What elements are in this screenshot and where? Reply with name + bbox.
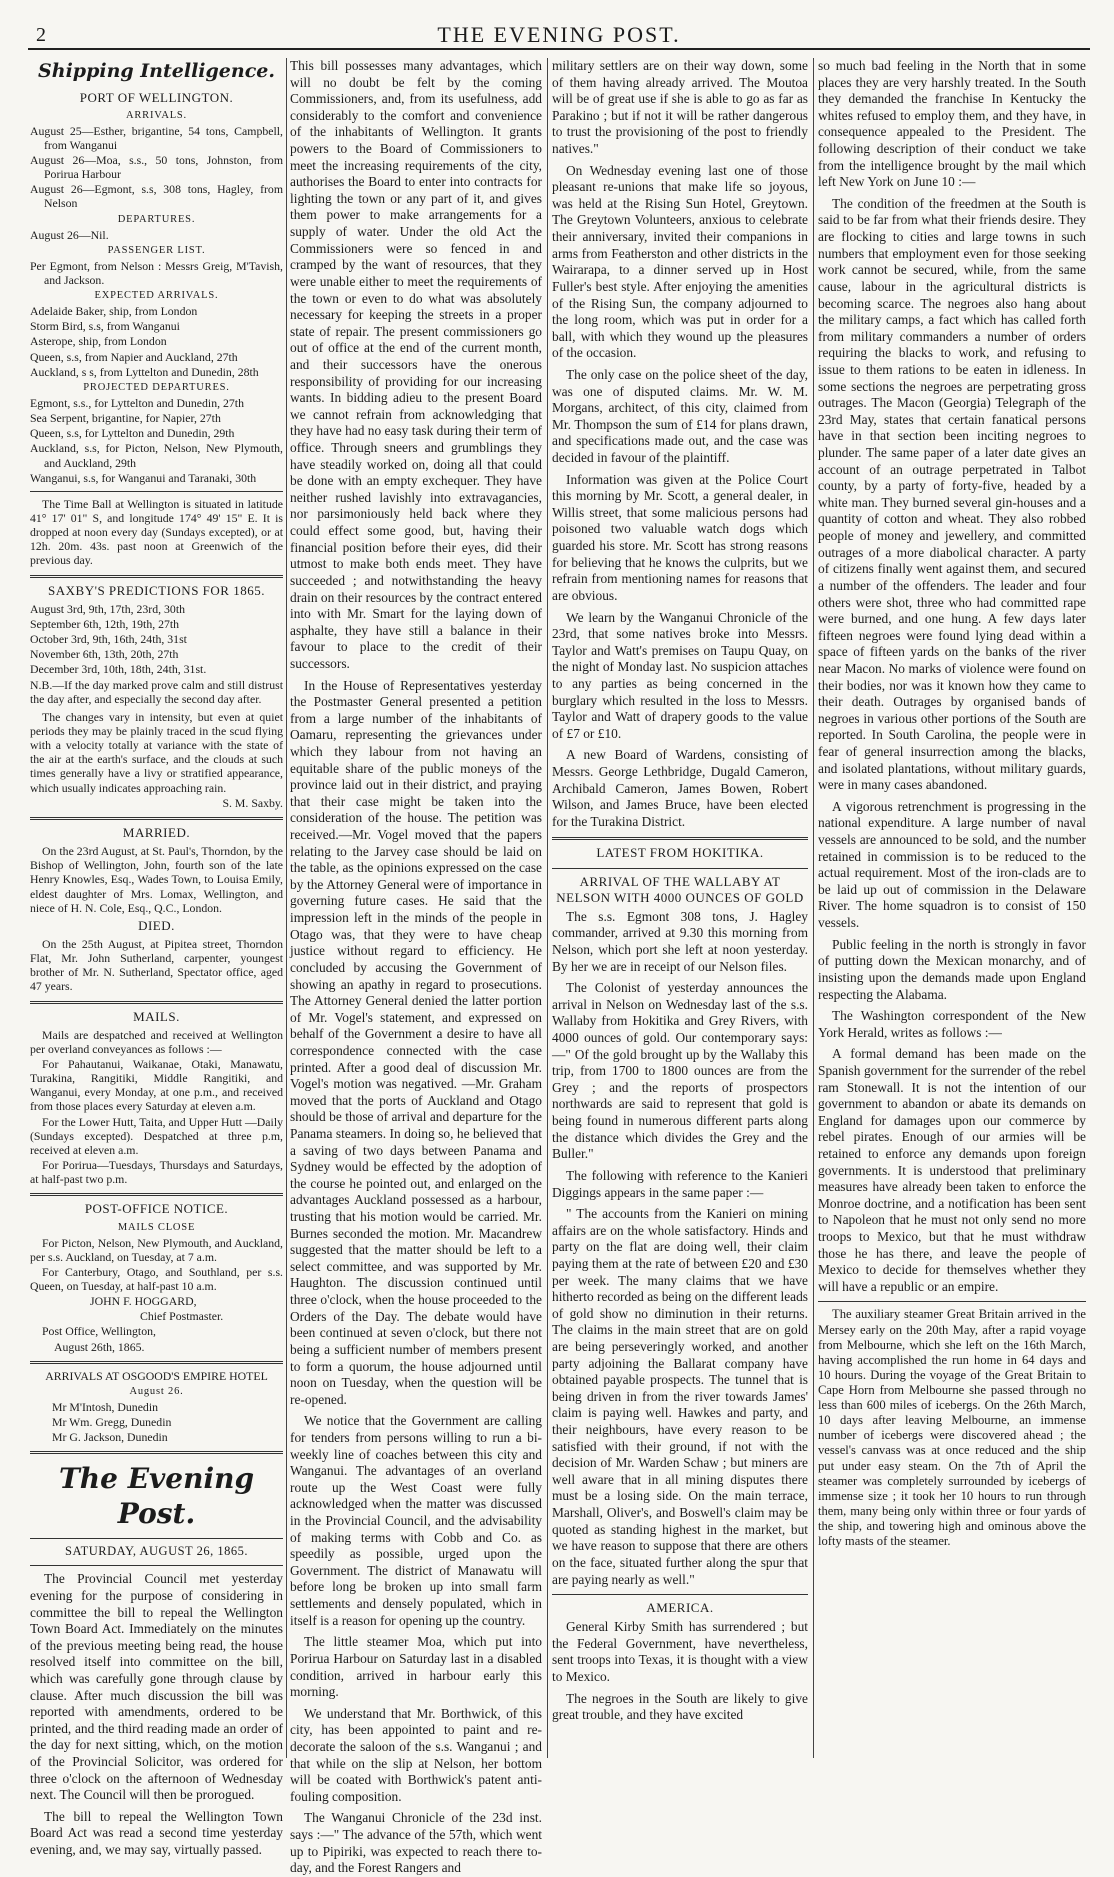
article-paragraph: military settlers are on their way down, some of them having already arrived. The Moutoa will be of great use if she is able to go as far as Parakino ; but if not it will be rather dangerous to trust the provisioning of the post to friendly natives." <box>552 58 808 157</box>
projected-entry: Queen, s.s, for Lyttelton and Dunedin, 29th <box>30 426 235 441</box>
saxby-line: September 6th, 12th, 19th, 27th <box>30 616 180 631</box>
passenger-heading: PASSENGER LIST. <box>107 244 206 256</box>
article-paragraph: The only case on the police sheet of the day, was one of disputed claims. Mr. W. M. Morgans, architect, of this city, claimed from Mr. Thompson the sum of £14 for plans drawn, and specifications made out, and the case was decided in favour of the plaintiff. <box>552 366 808 466</box>
expected-entry: Auckland, s s, from Lyttelton and Dunedin, 28th <box>30 364 259 379</box>
divider <box>30 1193 283 1196</box>
mails-line: For Porirua—Tuesdays, Thursdays and Saturdays, at half-past two p.m. <box>30 1158 283 1187</box>
column-rule <box>286 58 287 1758</box>
passenger-entry: Per Egmont, from Nelson : Messrs Greig, M'Tavish, and Jackson. <box>30 258 283 287</box>
saxby-nb: N.B.—If the day marked prove calm and still distrust the day after, and especially the second day after. <box>30 677 283 706</box>
post-office-heading: POST-OFFICE NOTICE. <box>84 1201 229 1217</box>
departure-entry: August 26—Nil. <box>30 227 109 242</box>
projected-heading: PROJECTED DEPARTURES. <box>83 381 230 393</box>
mails-heading: MAILS. <box>133 1008 180 1024</box>
article-paragraph: The s.s. Egmont 308 tons, J. Hagley commander, arrived at 9.30 this morning from Nelson, which port she left at noon yesterday. By her we are in receipt of our Nelson files. <box>552 908 808 974</box>
column-4 <box>818 58 1086 1758</box>
arrivals-heading: ARRIVALS. <box>126 109 187 121</box>
article-paragraph: The auxiliary steamer Great Britain arrived in the Mersey early on the 20th May, after a rapid voyage from Melbourne, which she left on the 16th March, having accomplished the run home in 64 days and 10 hours. During the voyage of the Great Britain to Cape Horn from Melbourne she passed through no less than 600 miles of icebergs. On the 26th March, 10 days after leaving Melbourne, an immense number of icebergs were discovered ahead ; the vessel's canvass was at once reduced and the ship put under easy steam. On the 7th of April the steamer was completely surrounded by icebergs of immense size ; it took her 10 hours to run through them, many being only within three or four yards of the ship, and towering high and ominous above the lofty masts of the steamer. <box>818 1307 1086 1549</box>
timeball-notice: The Time Ball at Wellington is situated in latitude 41° 17' 01" S, and longitude 174° 49' 15" E. It is dropped at noon every day (Sundays excepted), or at 12h. 20m. 43s. past noon at Greenwich of the previous day. <box>30 496 283 568</box>
divider <box>552 1594 808 1595</box>
hotel-guest: Mr Wm. Gregg, Dunedin <box>52 1415 172 1430</box>
expected-heading: EXPECTED ARRIVALS. <box>94 290 219 302</box>
divider <box>552 868 808 869</box>
divider <box>30 817 283 820</box>
divider <box>552 837 808 840</box>
paper-name: The Evening Post. <box>58 1462 255 1531</box>
article-paragraph: This bill possesses many advantages, which will no doubt be felt by the coming Commissioners, and, from its usefulness, add considerably to the comfort and convenience of the inhabitants of Wellington. It grants powers to the Board of Commissioners to meet the increasing requirements of the city, authorises the Board to enter into contracts for lighting the town or any part of it, and gives them power to make arrangements for a supply of water. Under the old Act the Commissioners were so fenced in and cramped by the want of resources, that they were unable either to meet the requirements of the town or even to do what was absolutely necessary for keeping the streets in a proper state of repair. The present commissioners go out of office at the end of the current month, and their successors have the onerous responsibility of providing for our increasing wants. In bidding adieu to the present Board we cannot refrain from acknowledging that they have had no easy task during their term of office. Through sneers and grumblings they have steadily worked on, doing all that could be done with an empty exchequer. They have neither rushed lavishly into extravagancies, nor parsimoniously held back where they could effect some good, but, having their financial position before their eyes, did their utmost to make both ends meet. They have succeeded ; and notwithstanding the heavy drain on their resources by the contract entered into with Mr. Smart for the laying down of asphalte, they have still a balance in their favour to place to the credit of their successors. <box>290 58 542 671</box>
saxby-line: December 3rd, 10th, 18th, 24th, 31st. <box>30 662 207 677</box>
article-paragraph: The Colonist of yesterday announces the arrival in Nelson on Wednesday last of the s.s. Wallaby from Hokitika and Grey Rivers, with 4000 ounces of gold. Our contemporary says:—" Of the gold brought up by the Wallaby this trip, from 1700 to 1800 ounces are from the Grey ; and the reports of prospectors northwards are said to represent that gold is being found in numerous different parts along the distance which divides the Grey and the Buller." <box>552 980 808 1162</box>
shipping-heading: Shipping Intelligence. <box>38 60 275 82</box>
article-paragraph: The following with reference to the Kanieri Diggings appears in the same paper :— <box>552 1167 808 1200</box>
expected-entry: Storm Bird, s.s, from Wanganui <box>30 319 180 334</box>
expected-entry: Queen, s.s, from Napier and Auckland, 27th <box>30 349 238 364</box>
mails-line: Mails are despatched and received at Wellington per overland conveyances as follows :— <box>30 1027 283 1056</box>
divider <box>30 1451 283 1454</box>
column-rule <box>813 58 814 1758</box>
saxby-changes: The changes vary in intensity, but even at quiet periods they may be plainly traced in the scud flying with a velocity totally at variance with the state of the air at the earth's surface, and the clouds at such times generally have a livy or stratified appearance, which usually indicates approaching rain. <box>30 709 283 795</box>
editorial-paragraph: The Provincial Council met yesterday evening for the purpose of considering in committee the bill to repeal the Wellington Town Board Act. Immediately on the minutes of the previous meeting being read, the house resolved itself into committee on the bill, which was carefully gone through clause by clause. After much discussion the bill was reported with amendments, ordered to be printed, and the third reading made an order of the day for next sitting, which, on the motion of the Provincial Solicitor, was ordered for three o'clock on the afternoon of Wednesday next. The Council will then be prorogued. <box>30 1571 283 1803</box>
article-paragraph: so much bad feeling in the North that in some places they are very harshly treated. In the South they demanded the franchise In Kentucky the whites refused to employ them, and they have, in consequence appealed to the President. The following description of their conduct we take from the intelligence brought by the mail which left New York on June 10 :— <box>818 58 1086 190</box>
hotel-date: August 26. <box>129 1385 184 1397</box>
projected-entry: Auckland, s.s, for Picton, Nelson, New Plymouth, and Auckland, 29th <box>30 441 283 470</box>
article-paragraph: Information was given at the Police Court this morning by Mr. Scott, a general dealer, in Willis street, that some malicious persons had poisoned two valuable watch dogs which guarded his store. Mr. Scott has strong reasons for believing that he knows the culprits, but we refrain from mentioning names for reasons that are obvious. <box>552 471 808 603</box>
editorial-paragraph: The bill to repeal the Wellington Town Board Act was read a second time yesterday evening, and, we may say, virtually passed. <box>30 1808 283 1858</box>
saxby-line: November 6th, 13th, 20th, 27th <box>30 647 179 662</box>
divider <box>30 491 283 492</box>
post-office-subheading: MAILS CLOSE <box>117 1221 196 1233</box>
projected-entry: Sea Serpent, brigantine, for Napier, 27th <box>30 411 221 426</box>
newspaper-title: THE EVENING POST. <box>437 22 681 47</box>
wallaby-heading: ARRIVAL OF THE WALLABY AT NELSON WITH 4000 OUNCES OF GOLD <box>556 873 804 905</box>
divider <box>818 1301 1086 1302</box>
divider <box>30 1361 283 1364</box>
article-paragraph: A new Board of Wardens, consisting of Messrs. George Lethbridge, Dugald Cameron, Archibald Cameron, James Bowen, Robert Wilson, and James Bruce, have been elected for the Turakina District. <box>552 747 808 829</box>
saxby-heading: SAXBY'S PREDICTIONS FOR 1865. <box>48 582 265 598</box>
america-heading: AMERICA. <box>646 1600 714 1616</box>
saxby-line: August 3rd, 9th, 17th, 23rd, 30th <box>30 601 185 616</box>
arrival-entry: August 25—Esther, brigantine, 54 tons, Campbell, from Wanganui <box>30 123 283 152</box>
page-number: 2 <box>36 24 46 46</box>
saxby-line: October 3rd, 9th, 16th, 24th, 31st <box>30 632 187 647</box>
mails-line: For Pahautanui, Waikanae, Otaki, Manawatu, Turakina, Rangitiki, Middle Rangitiki, and Wanganui, every Monday, at one p.m., and received from those places every Saturday at eleven a.m. <box>30 1056 283 1114</box>
expected-entry: Asterope, ship, from London <box>30 334 167 349</box>
departures-heading: DEPARTURES. <box>117 213 196 225</box>
post-office-line: For Picton, Nelson, New Plymouth, and Auckland, per s.s. Auckland, on Tuesday, at 7 a.m. <box>30 1235 283 1264</box>
dateline: SATURDAY, AUGUST 26, 1865. <box>65 1543 248 1558</box>
column-2 <box>290 58 542 1876</box>
post-office-place: Post Office, Wellington, <box>42 1324 156 1339</box>
column-rule <box>547 58 548 1758</box>
article-paragraph: " The accounts from the Kanieri on mining affairs are on the whole satisfactory. Hinds and party on the flat are doing well, their claim paying them at the rate of between £20 and £30 per week. The many claims that we have hitherto recorded as being on the different leads of gold show no diminution in their returns. The claims in the main street that are on gold are being perseveringly worked, and another party adjoining the Ballarat company have obtained payable prospects. The tunnel that is being driven in from the river towards James' claim is paying well. Hawkes and party, and their neighbours, have every reason to be satisfied with their ground, if not with the decision of Mr. Warden Schaw ; but miners are well aware that in all mining disputes there must be a losing side. On the main terrace, Marshall, Oliver's, and Boswell's claim may be quoted as standing highest in the market, but we have reason to suppose that there are others on the face, situated further along the spur that are paying nearly as well." <box>552 1206 808 1587</box>
article-paragraph: General Kirby Smith has surrendered ; but the Federal Government, have nevertheless, sent troops into Texas, it is thought with a view to Mexico. <box>552 1619 808 1685</box>
article-paragraph: We learn by the Wanganui Chronicle of the 23rd, that some natives broke into Messrs. Taylor and Watt's premises on Taupu Quay, on the night of Monday last. No suspicion attaches to any parties as being concerned in the burglary which resulted in the loss to Messrs. Taylor and Watt of drapery goods to the value of £7 or £10. <box>552 609 808 741</box>
post-office-date: August 26th, 1865. <box>54 1339 145 1354</box>
article-paragraph: The Wanganui Chronicle of the 23d inst. says :—" The advance of the 57th, which went up to Pipiriki, was expected to reach there to-day, and the Forest Rangers and <box>290 1810 542 1876</box>
article-paragraph: The Washington correspondent of the New York Herald, writes as follows :— <box>818 1008 1086 1040</box>
article-paragraph: The negroes in the South are likely to give great trouble, and they have excited <box>552 1690 808 1723</box>
article-paragraph: On Wednesday evening last one of those pleasant re-unions that make life so joyous, was held at the Rising Sun Hotel, Greytown. The Greytown Volunteers, anxious to celebrate their anniversary, invited their companions in arms from Featherston and other districts in the Wairarapa, to a dinner served up in Host Fuller's best style. After enjoying the amenities of the Rising Sun, the company adjourned to the long room, which was put in order for a ball, with which they wound up the pleasures of the occasion. <box>552 162 808 361</box>
post-office-line: For Canterbury, Otago, and Southland, per s.s. Queen, on Tuesday, at half-past 10 a.m. <box>30 1264 283 1293</box>
post-office-signature: JOHN F. HOGGARD, <box>90 1294 197 1309</box>
hokitika-heading: LATEST FROM HOKITIKA. <box>596 845 764 861</box>
saxby-signature: S. M. Saxby. <box>222 795 283 810</box>
divider <box>30 575 283 578</box>
divider <box>30 1001 283 1004</box>
married-notice: On the 23rd August, at St. Paul's, Thorndon, by the Bishop of Wellington, John, fourth son of the late Henry Knowles, Esq., Wades Town, to Louisa Emily, eldest daughter of Mrs. Lomax, Wellington, and niece of H. N. Cole, Esq., Q.C., London. <box>30 844 283 915</box>
projected-entry: Wanganui, s.s, for Wanganui and Taranaki, 30th <box>30 470 257 485</box>
mails-line: For the Lower Hutt, Taita, and Upper Hutt —Daily (Sundays excepted). Despatched at three p.m, received at eleven a.m. <box>30 1114 283 1157</box>
died-heading: DIED. <box>138 917 175 933</box>
article-paragraph: We understand that Mr. Borthwick, of this city, has been appointed to paint and re-decorate the saloon of the s.s. Wanganui ; and that while on the slip at Nelson, her bottom will be coated with Borthwick's patent anti-fouling composition. <box>290 1705 542 1804</box>
article-paragraph: We notice that the Government are calling for tenders from persons willing to run a bi-weekly line of coaches between this city and Wanganui. The advantages of an overland route up the West Coast were fully acknowledged when the matter was discussed in the Provincial Council, and the advisability of making terms with Cobb and Co. as speedily as possible, urged upon the Government. The district of Manawatu will before long be broken up into small farm settlements and densely populated, which in itself is a reason for opening up the country. <box>290 1413 542 1628</box>
post-office-title: Chief Postmaster. <box>140 1309 224 1324</box>
divider <box>30 1538 283 1539</box>
article-paragraph: Public feeling in the north is strongly in favor of putting down the Mexican monarchy, and of insisting upon the demands made upon England respecting the Alabama. <box>818 936 1086 1002</box>
expected-entry: Adelaide Baker, ship, from London <box>30 304 198 319</box>
arrival-entry: August 26—Egmont, s.s, 308 tons, Hagley, from Nelson <box>30 182 283 211</box>
masthead <box>28 18 1090 50</box>
article-paragraph: The condition of the freedmen at the South is said to be far from what their friends desire. They are flocking to cities and large towns in such numbers that employment even for those seeking work cannot be secured, while, from the same cause, labour in the agricultural districts is becoming scarce. The negroes also hang about the military camps, a fact which has called forth from military commanders a number of orders requiring the blacks to work, and refusing to issue to them rations to be eaten in idleness. In some sections the negroes are perpetrating gross outrages. The Macon (Georgia) Telegraph of the 23rd May, states that certain fanatical persons have in that section been inciting negroes to plunder. The same paper of a later date gives an account of an outrage perpetrated in Talbot county, by a party of forty-five, headed by a white man. They burned several gin-houses and a quantity of cotton and wheat. They also robbed people of money and jewellery, and committed outrages of a more diabolical character. A party of citizens finally went against them, and secured a number of the offenders. The leader and four others were shot, three who had committed rape were burned, and one hung. A few days later fifteen negroes were found lying dead within a space of fifteen yards on the banks of the river near Macon. No marks of violence were found on their bodies, nor was it known how they came to their death. Outrages by organised bands of negroes in various other portions of the South are reported. In South Carolina, the people were in fear of general insurrection among the blacks, and isolated plantations, without military guards, were in many cases abandoned. <box>818 195 1086 793</box>
projected-entry: Egmont, s.s., for Lyttelton and Dunedin, 27th <box>30 395 244 410</box>
divider <box>30 1565 283 1566</box>
arrival-entry: August 26—Moa, s.s., 50 tons, Johnston, from Porirua Harbour <box>30 152 283 182</box>
hotel-heading: ARRIVALS AT OSGOOD'S EMPIRE HOTEL <box>45 1368 268 1383</box>
article-paragraph: In the House of Representatives yesterday the Postmaster General presented a petition from a large number of the inhabitants of Oamaru, representing the grievances under which they labour from not having an equitable share of the public moneys of the province laid out in their district, and praying that their case might be taken into the consideration of the house. The petition was received.—Mr. Vogel moved that the papers relating to the Jarvey case should be laid on the table, as the opinions expressed on the case by the Attorney General were of importance in governing future cases. He said that the impression left in the minds of the people in Otago was, that they were to have cheap justice without regard to efficiency. He concluded by accusing the Government of showing an apathy in regard to prosecutions. The Attorney General denied the latter portion of Mr. Vogel's statement, and expressed on behalf of the Government a desire to have all correspondence connected with the case printed. After a good deal of discussion Mr. Vogel's motion was negatived. —Mr. Graham moved that the ports of Auckland and Otago should be those of arrival and departure for the Panama steamers. In doing so, he believed that a saving of two days between Panama and Sydney would be effected by the adoption of the course he pointed out, and enlarged on the advantages Auckland possessed as a harbour, trusting that his motion would be carried. Mr. Burnes seconded the motion. Mr. Macandrew suggested that the matter should be left to a select committee, and was supported by Mr. Haughton. The discussion continued until three o'clock, when the house proceeded to the Orders of the Day. The debate would have been continued at seven o'clock, but there not being a sufficient number of members present to form a quorum, the house adjourned until noon on Tuesday, when the question will be re-opened. <box>290 677 542 1407</box>
column-1 <box>30 58 283 1858</box>
married-heading: MARRIED. <box>122 824 191 840</box>
port-heading: PORT OF WELLINGTON. <box>79 89 234 105</box>
article-paragraph: A formal demand has been made on the Spanish government for the surrender of the rebel ram Stonewall. It is not the intention of our government to abandon or abate its demands on England for damages upon our commerce by rebel pirates. Enough of our armies will be retained to enforce any demands upon foreign governments. It is understood that preliminary measures have already been taken to enforce the Monroe doctrine, and a notification has been sent to Napoleon that he must not only send no more troops to Mexico, but that he must withdraw those he has there, and leave the people of Mexico to decide for themselves whether they will have a republic or an empire. <box>818 1046 1086 1294</box>
article-paragraph: The little steamer Moa, which put into Porirua Harbour on Saturday last in a disabled condition, arrived in harbour early this morning. <box>290 1634 542 1700</box>
article-paragraph: A vigorous retrenchment is progressing in the national expenditure. A large number of naval vessels are announced to be sold, and the number retained in commission is to be reduced to the actual requirement. Most of the iron-clads are to be laid up out of commission in the Delaware River. The home squadron is to consist of 150 vessels. <box>818 798 1086 931</box>
died-notice: On the 25th August, at Pipitea street, Thorndon Flat, Mr. John Sutherland, carpenter, youngest brother of Mr. N. Sutherland, Spectator office, aged 47 years. <box>30 936 283 994</box>
hotel-guest: Mr M'Intosh, Dunedin <box>52 1399 158 1414</box>
hotel-guest: Mr G. Jackson, Dunedin <box>52 1430 168 1445</box>
column-3 <box>552 58 808 1758</box>
